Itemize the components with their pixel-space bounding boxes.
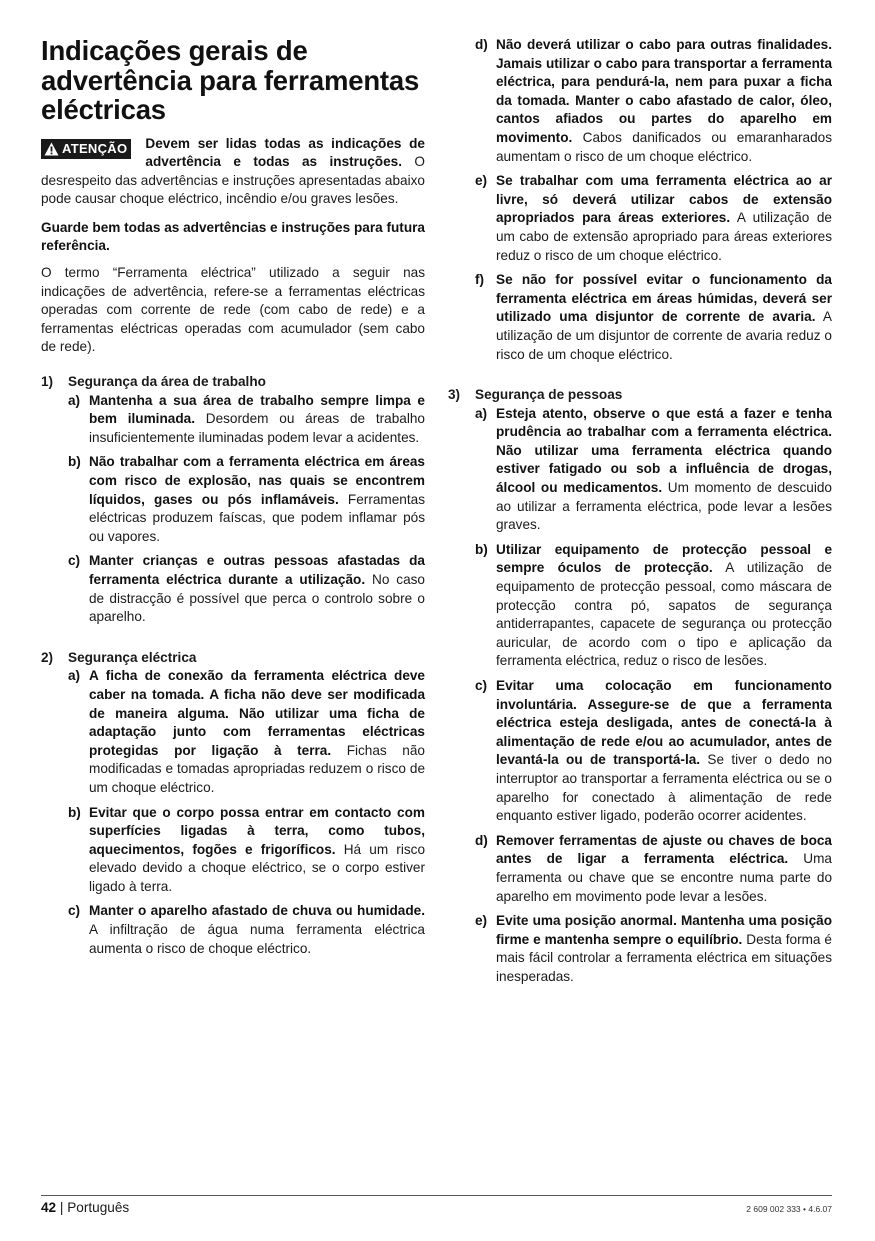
item-normal: Se tiver o dedo no interruptor ao transportar a ferramenta eléctrica ou se o aparelho for conectado à alimentação de rede enquanto estiver ligado, poderão ocorrer acidentes. <box>496 752 832 824</box>
left-column <box>41 36 425 958</box>
item-letter: f) <box>475 272 485 288</box>
list-item <box>68 552 425 626</box>
item-bold: Evite uma posição anormal. Mantenha uma posição firme e mantenha sempre o equilíbrio. <box>496 913 832 947</box>
item-letter: d) <box>475 832 488 848</box>
list-item <box>68 804 425 897</box>
item-text <box>496 677 832 826</box>
item-normal: Desta forma é mais fácil controlar a ferramenta eléctrica em situações inesperadas. <box>496 931 832 984</box>
item-text <box>89 667 425 797</box>
item-normal: A utilização de equipamento de protecção pessoal, como máscara de protecção contra pó, sapatos de segurança antiderrapantes, capacete de segurança ou protecção auricular, de acordo com o tipo e aplicação da ferramenta eléctrica, reduz o risco de lesões. <box>496 560 832 669</box>
section-title-text: Segurança eléctrica <box>68 649 197 665</box>
item-bold: Remover ferramentas de ajuste ou chaves de boca antes de ligar a ferramenta eléctrica. <box>496 832 832 867</box>
item-bold: Manter crianças e outras pessoas afastadas da ferramenta eléctrica durante a utilização. <box>89 553 425 587</box>
list-item <box>68 453 425 546</box>
section-title <box>448 386 832 405</box>
item-text <box>496 271 832 364</box>
warning-text: O desrespeito das advertências e instruções apresentadas abaixo pode causar choque eléctrico, incêndio e/ou graves lesões. <box>41 154 425 207</box>
list-item <box>475 541 832 671</box>
item-normal: Há um risco elevado devido a choque eléctrico, se o corpo estiver ligado à terra. <box>89 841 426 894</box>
item-normal: Uma ferramenta ou chave que se encontre numa parte do aparelho em movimento pode levar a lesões. <box>496 851 832 904</box>
item-bold: Evitar que o corpo possa entrar em contacto com superfícies ligadas à terra, como tubos, aquecimentos, fogões e frigoríficos. <box>89 804 425 857</box>
item-letter: c) <box>68 553 81 569</box>
section-title-text: Segurança da área de trabalho <box>68 374 266 390</box>
footer-page-info <box>41 1199 129 1217</box>
item-bold: Mantenha a sua área de trabalho sempre limpa e bem iluminada. <box>89 392 425 427</box>
item-letter: e) <box>475 913 488 929</box>
item-text <box>89 902 425 958</box>
section-number: 2) <box>41 649 54 665</box>
item-bold: Se não for possível evitar o funcionamento da ferramenta eléctrica em áreas húmidas, deverá ser utilizado uma disjuntor de corrente de avaria. <box>496 272 832 325</box>
item-bold: Se trabalhar com uma ferramenta eléctrica ao ar livre, só deverá utilizar cabos de extensão apropriados para áreas exteriores. <box>496 173 832 226</box>
item-bold: Não trabalhar com a ferramenta eléctrica em áreas com risco de explosão, nas quais se encontrem líquidos, gases ou pós inflamáveis. <box>89 454 425 507</box>
item-text <box>89 453 425 546</box>
warning-triangle-icon <box>44 142 59 156</box>
section-items <box>448 405 832 987</box>
item-normal: Cabos danificados ou emaranharados aumentam o risco de um choque eléctrico. <box>496 129 832 164</box>
list-item <box>475 832 832 906</box>
item-normal: Ferramentas eléctricas produzem faíscas, que podem inflamar pós ou vapores. <box>89 491 425 544</box>
section-items <box>41 392 425 627</box>
item-text <box>496 172 832 265</box>
list-item <box>475 36 832 166</box>
item-text <box>89 552 425 626</box>
item-text <box>496 912 832 986</box>
section-title-text: Segurança de pessoas <box>475 387 623 403</box>
item-bold: Esteja atento, observe o que está a fazer e tenha prudência ao trabalhar com a ferramenta eléctrica. Não utilizar uma ferramenta eléctrica quando estiver fatigado ou sob a influência de drogas, álcool ou medicamentos. <box>496 405 832 496</box>
list-item <box>68 902 425 958</box>
item-text <box>89 392 425 448</box>
list-item <box>475 271 832 364</box>
section-work-area <box>41 373 425 627</box>
warning-bold-text: Devem ser lidas todas as indicações de advertência e todas as instruções. <box>145 135 425 170</box>
item-letter: e) <box>475 173 488 189</box>
item-normal: A infiltração de água numa ferramenta eléctrica aumenta o risco de choque eléctrico. <box>89 922 425 956</box>
item-normal: No caso de distracção é possível que perca o controlo sobre o aparelho. <box>89 571 425 625</box>
section-electrical <box>41 649 425 959</box>
section-number: 3) <box>448 387 461 403</box>
item-letter: b) <box>68 804 81 820</box>
footer-divider <box>41 1195 832 1196</box>
footer-doc-code: 2 609 002 333 • 4.6.07 <box>746 1204 832 1214</box>
keep-notice <box>41 219 425 256</box>
list-item <box>68 667 425 797</box>
section-number: 1) <box>41 374 54 390</box>
item-bold: Não deverá utilizar o cabo para outras finalidades. Jamais utilizar o cabo para transportar a ferramenta eléctrica, para pendurá-la, nem para puxar a ficha da tomada. Manter o cabo afastado de calor, óleo, cantos afiados ou partes do aparelho em movimento. <box>496 37 832 145</box>
item-bold: Utilizar equipamento de protecção pessoal e sempre óculos de protecção. <box>496 541 832 576</box>
item-letter: c) <box>475 678 488 693</box>
item-letter: a) <box>475 405 488 421</box>
section-items-continued <box>448 36 832 364</box>
item-normal: A utilização de um cabo de extensão apropriado para áreas exteriores reduz o risco de um choque eléctrico. <box>496 210 832 263</box>
footer-language: Português <box>67 1200 130 1215</box>
item-letter: d) <box>475 37 488 52</box>
section-items <box>41 667 425 958</box>
list-item <box>475 677 832 826</box>
warning-badge <box>41 139 131 159</box>
item-text <box>496 832 832 906</box>
section-personal-safety <box>448 386 832 986</box>
warning-label: ATENÇÃO <box>62 140 128 156</box>
item-text <box>496 36 832 166</box>
term-paragraph: O termo “Ferramenta eléctrica” utilizado a seguir nas indicações de advertência, refere-se a ferramentas eléctricas operadas com corrente de rede (com cabo de rede) e a ferramentas eléctricas operadas com acumulador (sem cabo de rede). <box>41 265 425 355</box>
keep-notice-text: Guarde bem todas as advertências e instruções para futura referência. <box>41 219 425 254</box>
right-column <box>448 36 832 987</box>
item-normal: A utilização de um disjuntor de corrente de avaria reduz o risco de um choque eléctrico. <box>496 309 832 362</box>
page-title: Indicações gerais de advertência para ferramentas eléctricas <box>41 35 420 125</box>
list-item <box>68 392 425 448</box>
list-item <box>475 172 832 265</box>
item-normal: Desordem ou áreas de trabalho insuficientemente iluminadas podem levar a acidentes. <box>89 411 425 445</box>
item-text <box>496 541 832 671</box>
item-normal: Fichas não modificadas e tomadas apropriadas reduzem o risco de um choque eléctrico. <box>89 742 425 795</box>
warning-paragraph <box>41 135 425 209</box>
item-letter: b) <box>68 454 81 470</box>
item-letter: b) <box>475 541 488 557</box>
list-item <box>475 912 832 986</box>
item-bold: Evitar uma colocação em funcionamento involuntária. Assegure-se de que a ferramenta eléctrica esteja desligada, antes de conectá-la à alimentação de rede e/ou ao acumulador, antes de levantá-la ou de transportá-la. <box>496 678 832 768</box>
item-text <box>496 405 832 535</box>
footer-separator: | <box>56 1200 68 1215</box>
section-title <box>41 373 425 392</box>
item-normal: Um momento de descuido ao utilizar a ferramenta eléctrica, pode levar a lesões graves. <box>496 480 832 533</box>
item-bold: A ficha de conexão da ferramenta eléctrica deve caber na tomada. A ficha não deve ser modificada de maneira alguma. Não utilizar uma ficha de adaptação junto com ferramentas eléctricas protegidas por ligação à terra. <box>89 668 425 758</box>
item-letter: a) <box>68 392 81 408</box>
item-letter: a) <box>68 668 81 684</box>
item-bold: Manter o aparelho afastado de chuva ou humidade. <box>89 903 425 919</box>
item-letter: c) <box>68 903 81 919</box>
item-text <box>89 804 425 897</box>
page-number: 42 <box>41 1200 57 1215</box>
list-item <box>475 405 832 535</box>
section-title <box>41 649 425 668</box>
